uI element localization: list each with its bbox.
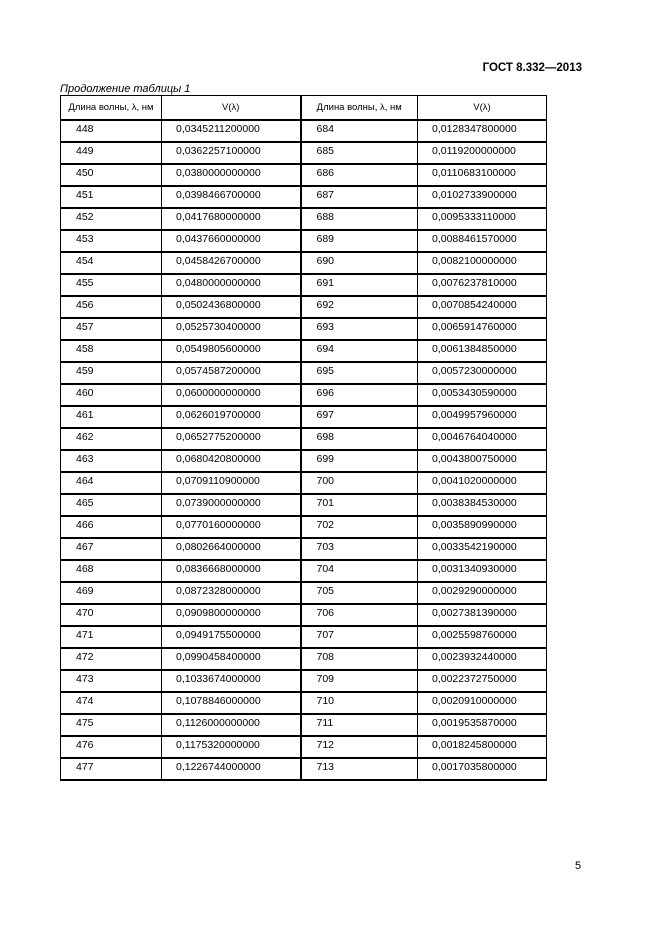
cell-v-right: 0,0017035800000	[418, 758, 547, 780]
page-number: 5	[575, 860, 582, 872]
cell-wavelength-left: 468	[61, 560, 162, 582]
cell-v-left: 0,0802664000000	[162, 538, 301, 560]
cell-v-right: 0,0038384530000	[418, 494, 547, 516]
cell-wavelength-left: 453	[61, 230, 162, 252]
cell-wavelength-right: 709	[301, 670, 418, 692]
cell-v-left: 0,1078846000000	[162, 692, 301, 714]
cell-v-right: 0,0035890990000	[418, 516, 547, 538]
cell-wavelength-right: 700	[301, 472, 418, 494]
cell-wavelength-right: 707	[301, 626, 418, 648]
table-row	[61, 406, 547, 428]
cell-wavelength-right: 691	[301, 274, 418, 296]
cell-v-left: 0,0680420800000	[162, 450, 301, 472]
table-body	[61, 120, 547, 780]
cell-wavelength-right: 703	[301, 538, 418, 560]
cell-v-right: 0,0018245800000	[418, 736, 547, 758]
cell-v-right: 0,0053430590000	[418, 384, 547, 406]
cell-wavelength-right: 694	[301, 340, 418, 362]
table-row	[61, 516, 547, 538]
cell-v-left: 0,0525730400000	[162, 318, 301, 340]
cell-wavelength-right: 685	[301, 142, 418, 164]
cell-wavelength-left: 475	[61, 714, 162, 736]
cell-wavelength-right: 699	[301, 450, 418, 472]
table-row	[61, 582, 547, 604]
cell-v-left: 0,0549805600000	[162, 340, 301, 362]
cell-v-left: 0,0345211200000	[162, 120, 301, 142]
table-row	[61, 560, 547, 582]
cell-v-left: 0,0909800000000	[162, 604, 301, 626]
cell-v-right: 0,0019535870000	[418, 714, 547, 736]
cell-wavelength-right: 689	[301, 230, 418, 252]
cell-v-left: 0,0872328000000	[162, 582, 301, 604]
document-header: ГОСТ 8.332—2013	[482, 62, 582, 74]
cell-v-right: 0,0076237810000	[418, 274, 547, 296]
header-v-left: V(λ)	[162, 96, 301, 121]
cell-wavelength-left: 450	[61, 164, 162, 186]
cell-v-left: 0,0417680000000	[162, 208, 301, 230]
cell-v-right: 0,0033542190000	[418, 538, 547, 560]
cell-wavelength-left: 467	[61, 538, 162, 560]
cell-wavelength-left: 462	[61, 428, 162, 450]
table-row	[61, 274, 547, 296]
table-row	[61, 318, 547, 340]
table-row	[61, 472, 547, 494]
cell-v-right: 0,0020910000000	[418, 692, 547, 714]
table-row	[61, 648, 547, 670]
cell-wavelength-right: 705	[301, 582, 418, 604]
cell-v-right: 0,0057230000000	[418, 362, 547, 384]
header-v-right: V(λ)	[418, 96, 547, 121]
cell-wavelength-left: 461	[61, 406, 162, 428]
cell-wavelength-right: 690	[301, 252, 418, 274]
cell-wavelength-left: 455	[61, 274, 162, 296]
cell-v-left: 0,0458426700000	[162, 252, 301, 274]
table-row	[61, 450, 547, 472]
cell-v-left: 0,1033674000000	[162, 670, 301, 692]
cell-v-right: 0,0022372750000	[418, 670, 547, 692]
cell-v-left: 0,0380000000000	[162, 164, 301, 186]
cell-wavelength-right: 712	[301, 736, 418, 758]
cell-v-right: 0,0027381390000	[418, 604, 547, 626]
cell-v-left: 0,0949175500000	[162, 626, 301, 648]
table-row	[61, 230, 547, 252]
table-row	[61, 626, 547, 648]
cell-wavelength-left: 458	[61, 340, 162, 362]
cell-v-left: 0,0437660000000	[162, 230, 301, 252]
table-row	[61, 692, 547, 714]
cell-v-right: 0,0119200000000	[418, 142, 547, 164]
cell-wavelength-right: 710	[301, 692, 418, 714]
cell-v-left: 0,1126000000000	[162, 714, 301, 736]
cell-wavelength-right: 702	[301, 516, 418, 538]
cell-wavelength-left: 454	[61, 252, 162, 274]
cell-v-right: 0,0049957960000	[418, 406, 547, 428]
table-row	[61, 362, 547, 384]
cell-v-right: 0,0031340930000	[418, 560, 547, 582]
cell-v-right: 0,0088461570000	[418, 230, 547, 252]
cell-v-right: 0,0061384850000	[418, 340, 547, 362]
cell-v-right: 0,0065914760000	[418, 318, 547, 340]
cell-wavelength-right: 708	[301, 648, 418, 670]
table-row	[61, 428, 547, 450]
cell-v-left: 0,0990458400000	[162, 648, 301, 670]
cell-wavelength-left: 448	[61, 120, 162, 142]
cell-v-right: 0,0095333110000	[418, 208, 547, 230]
cell-wavelength-left: 476	[61, 736, 162, 758]
cell-wavelength-left: 452	[61, 208, 162, 230]
cell-wavelength-left: 477	[61, 758, 162, 780]
cell-wavelength-right: 698	[301, 428, 418, 450]
cell-wavelength-right: 684	[301, 120, 418, 142]
table-row	[61, 252, 547, 274]
cell-v-left: 0,0739000000000	[162, 494, 301, 516]
cell-v-right: 0,0082100000000	[418, 252, 547, 274]
cell-wavelength-left: 456	[61, 296, 162, 318]
cell-v-right: 0,0023932440000	[418, 648, 547, 670]
table-row	[61, 164, 547, 186]
cell-wavelength-left: 472	[61, 648, 162, 670]
cell-v-left: 0,0502436800000	[162, 296, 301, 318]
cell-wavelength-left: 470	[61, 604, 162, 626]
cell-v-left: 0,0480000000000	[162, 274, 301, 296]
spectral-efficiency-table	[60, 95, 547, 781]
cell-wavelength-left: 451	[61, 186, 162, 208]
cell-v-right: 0,0041020000000	[418, 472, 547, 494]
cell-wavelength-left: 463	[61, 450, 162, 472]
cell-v-left: 0,0600000000000	[162, 384, 301, 406]
table-row	[61, 296, 547, 318]
cell-wavelength-right: 693	[301, 318, 418, 340]
cell-wavelength-left: 464	[61, 472, 162, 494]
cell-v-right: 0,0046764040000	[418, 428, 547, 450]
table-row	[61, 758, 547, 780]
cell-wavelength-right: 686	[301, 164, 418, 186]
cell-wavelength-left: 457	[61, 318, 162, 340]
cell-v-left: 0,1226744000000	[162, 758, 301, 780]
cell-wavelength-right: 697	[301, 406, 418, 428]
cell-v-right: 0,0110683100000	[418, 164, 547, 186]
table-row	[61, 736, 547, 758]
cell-wavelength-right: 706	[301, 604, 418, 626]
cell-v-left: 0,0770160000000	[162, 516, 301, 538]
cell-v-right: 0,0029290000000	[418, 582, 547, 604]
cell-wavelength-left: 474	[61, 692, 162, 714]
cell-v-left: 0,0709110900000	[162, 472, 301, 494]
table-row	[61, 604, 547, 626]
table-row	[61, 340, 547, 362]
cell-wavelength-right: 692	[301, 296, 418, 318]
header-wavelength-left: Длина волны, λ, нм	[61, 96, 162, 121]
table-row	[61, 186, 547, 208]
cell-v-right: 0,0025598760000	[418, 626, 547, 648]
table-row	[61, 538, 547, 560]
cell-wavelength-right: 687	[301, 186, 418, 208]
cell-wavelength-left: 469	[61, 582, 162, 604]
table-row	[61, 208, 547, 230]
cell-wavelength-right: 696	[301, 384, 418, 406]
table-row	[61, 142, 547, 164]
cell-v-right: 0,0128347800000	[418, 120, 547, 142]
table-row	[61, 714, 547, 736]
cell-wavelength-left: 471	[61, 626, 162, 648]
cell-wavelength-right: 704	[301, 560, 418, 582]
cell-wavelength-right: 713	[301, 758, 418, 780]
cell-wavelength-left: 460	[61, 384, 162, 406]
cell-v-left: 0,0574587200000	[162, 362, 301, 384]
cell-wavelength-right: 711	[301, 714, 418, 736]
cell-wavelength-left: 459	[61, 362, 162, 384]
cell-v-left: 0,0626019700000	[162, 406, 301, 428]
table-header-row	[61, 96, 547, 121]
cell-wavelength-left: 473	[61, 670, 162, 692]
cell-v-left: 0,0362257100000	[162, 142, 301, 164]
table-row	[61, 670, 547, 692]
cell-wavelength-left: 449	[61, 142, 162, 164]
cell-wavelength-left: 465	[61, 494, 162, 516]
cell-v-left: 0,0652775200000	[162, 428, 301, 450]
cell-v-right: 0,0102733900000	[418, 186, 547, 208]
cell-wavelength-left: 466	[61, 516, 162, 538]
table-row	[61, 120, 547, 142]
cell-wavelength-right: 688	[301, 208, 418, 230]
table-row	[61, 494, 547, 516]
cell-v-left: 0,0398466700000	[162, 186, 301, 208]
cell-v-right: 0,0070854240000	[418, 296, 547, 318]
cell-v-left: 0,1175320000000	[162, 736, 301, 758]
header-wavelength-right: Длина волны, λ, нм	[301, 96, 418, 121]
cell-wavelength-right: 701	[301, 494, 418, 516]
table-row	[61, 384, 547, 406]
cell-wavelength-right: 695	[301, 362, 418, 384]
cell-v-right: 0,0043800750000	[418, 450, 547, 472]
table-caption: Продолжение таблицы 1	[60, 83, 191, 95]
cell-v-left: 0,0836668000000	[162, 560, 301, 582]
